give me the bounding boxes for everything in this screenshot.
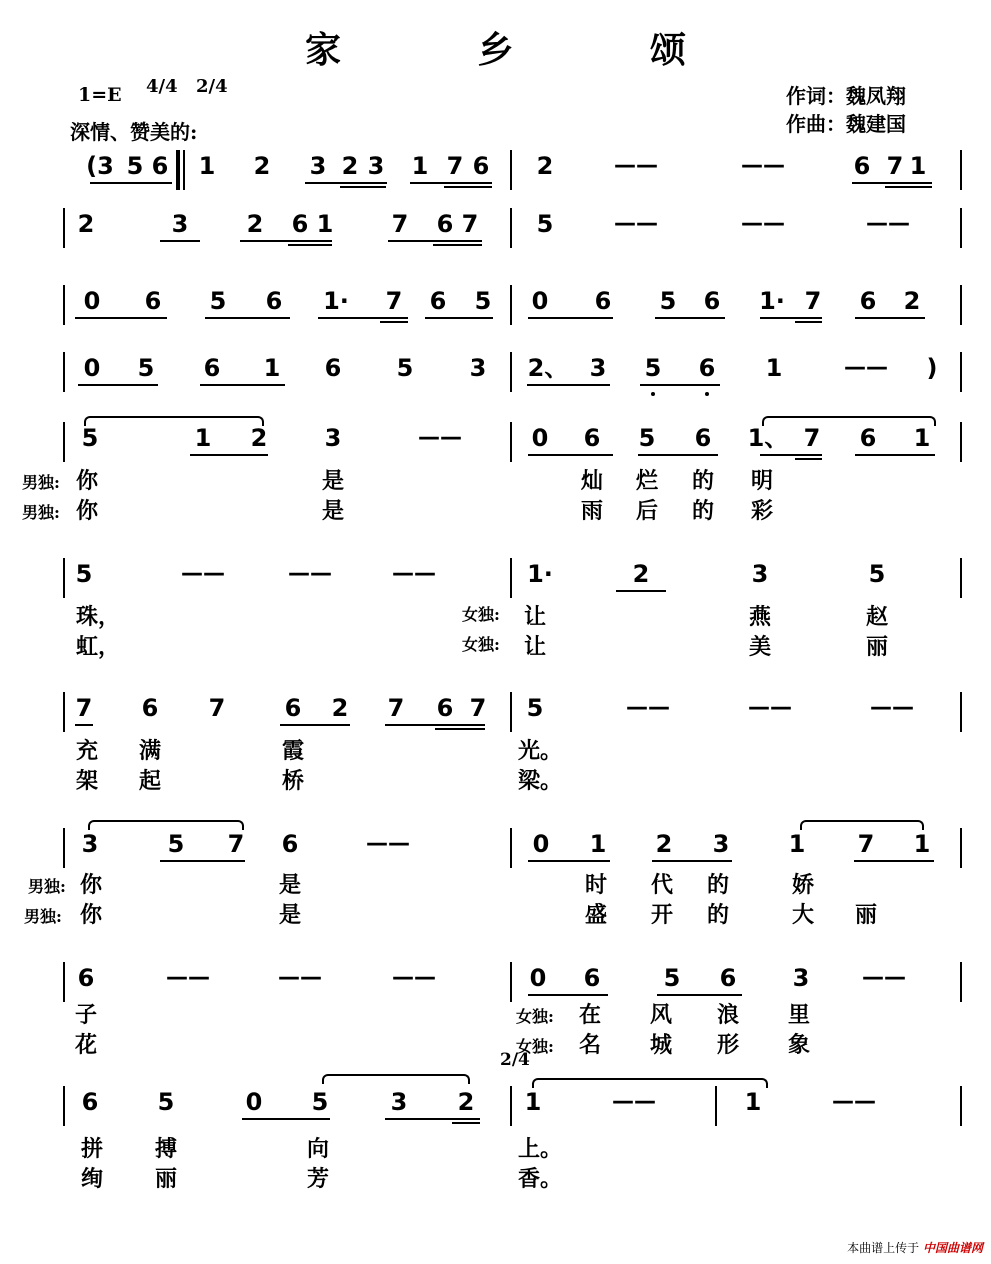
note: —— — [832, 1089, 876, 1114]
note: 5 — [75, 560, 93, 588]
note: 7 — [804, 287, 822, 315]
note: 6 — [291, 210, 309, 238]
note: 3 — [309, 152, 327, 180]
expression-mark: 深情、赞美的: — [70, 120, 198, 144]
note: 1 — [524, 1088, 542, 1116]
lyric: 香。 — [517, 1166, 563, 1192]
score-system-7 — [0, 692, 991, 794]
note: 6 — [151, 152, 169, 180]
lyric: 燕 — [748, 604, 772, 630]
note: 5 — [126, 152, 144, 180]
note: 5 — [137, 354, 155, 382]
note: 0 — [529, 964, 547, 992]
note: (3 — [86, 152, 114, 180]
note: 7 — [461, 210, 479, 238]
note: 6 — [853, 152, 871, 180]
note: —— — [181, 561, 225, 586]
lyric: 架 — [75, 768, 99, 794]
note: 0 — [83, 287, 101, 315]
note: 3 — [324, 424, 342, 452]
note: 3 — [171, 210, 189, 238]
lyric: 烂 — [635, 468, 659, 494]
note: 1 — [744, 1088, 762, 1116]
lyric: 你 — [75, 498, 99, 524]
note: 0 — [83, 354, 101, 382]
note: 0 — [245, 1088, 263, 1116]
upload-footer — [847, 1239, 983, 1256]
key-signature: 1=E — [78, 84, 122, 106]
lyric: 城 — [649, 1032, 673, 1058]
lyric: 雨 — [580, 498, 604, 524]
note: 1· — [323, 287, 349, 315]
note: 1 — [913, 830, 931, 858]
lyric-label: 女独: — [516, 1037, 554, 1056]
lyric: 光。 — [517, 738, 563, 764]
note: 7 — [886, 152, 904, 180]
composer-credit: 作曲：魏建国 — [786, 112, 906, 136]
note: —— — [870, 695, 914, 720]
lyric: 是 — [321, 468, 345, 494]
note: 2 — [341, 152, 359, 180]
lyric: 代 — [650, 872, 674, 898]
lyric: 丽 — [154, 1166, 178, 1192]
note: ) — [926, 354, 938, 382]
note: 1· — [527, 560, 553, 588]
lyric-label: 女独: — [462, 605, 500, 624]
lyric: 你 — [79, 872, 103, 898]
lyric: 你 — [79, 902, 103, 928]
note: 6 — [472, 152, 490, 180]
time-signature-1: 4/4 — [146, 76, 178, 97]
lyric: 桥 — [281, 768, 305, 794]
note: 7 — [75, 694, 93, 722]
time-signature-2: 2/4 — [196, 76, 228, 97]
lyric: 象 — [787, 1032, 811, 1058]
lyric: 让 — [523, 604, 547, 630]
footer-text: 本曲谱上传于 — [847, 1241, 920, 1255]
note: 5 — [663, 964, 681, 992]
lyric: 丽 — [854, 902, 878, 928]
note: 5 — [396, 354, 414, 382]
note: 7 — [446, 152, 464, 180]
note: 7 — [391, 210, 409, 238]
note: —— — [366, 831, 410, 856]
lyric: 风 — [649, 1002, 673, 1028]
lyric: 明 — [750, 468, 774, 494]
note: —— — [748, 695, 792, 720]
note: 6 — [594, 287, 612, 315]
lyric: 大 — [791, 902, 815, 928]
note: 0 — [531, 424, 549, 452]
note: 1· — [759, 287, 785, 315]
note: 3 — [792, 964, 810, 992]
note: 5 — [644, 354, 662, 382]
note: 6 — [583, 424, 601, 452]
note: 3 — [712, 830, 730, 858]
lyric: 时 — [584, 872, 608, 898]
lyric: 你 — [75, 468, 99, 494]
lyric: 珠， — [75, 604, 121, 630]
note: 7 — [803, 424, 821, 452]
score-system-5 — [0, 422, 991, 524]
lyric: 梁。 — [517, 768, 563, 794]
lyric: 开 — [650, 902, 674, 928]
note: 7 — [857, 830, 875, 858]
note: 1 — [194, 424, 212, 452]
note: 2 — [903, 287, 921, 315]
score-system-8 — [0, 828, 991, 928]
lyric: 赵 — [865, 604, 889, 630]
note: 3 — [751, 560, 769, 588]
lyric: 是 — [278, 872, 302, 898]
lyric: 里 — [787, 1002, 811, 1028]
note: 6 — [265, 287, 283, 315]
lyric: 灿 — [580, 468, 604, 494]
note: —— — [418, 425, 462, 450]
note: 6 — [144, 287, 162, 315]
note: 2 — [246, 210, 264, 238]
note: 2 — [77, 210, 95, 238]
lyricist-credit: 作词：魏凤翔 — [786, 84, 906, 108]
lyric: 盛 — [584, 902, 608, 928]
note: 5 — [659, 287, 677, 315]
note: 1 — [411, 152, 429, 180]
note: 3 — [390, 1088, 408, 1116]
note: 2 — [536, 152, 554, 180]
lyric: 是 — [321, 498, 345, 524]
lyric: 霞 — [281, 738, 305, 764]
note: 1 — [316, 210, 334, 238]
note: 7 — [208, 694, 226, 722]
lyric-label: 男独: — [22, 473, 60, 492]
note: 6 — [81, 1088, 99, 1116]
note: —— — [278, 965, 322, 990]
note: —— — [626, 695, 670, 720]
lyric: 上。 — [517, 1136, 563, 1162]
lyric-label: 女独: — [516, 1007, 554, 1026]
note: 1 — [263, 354, 281, 382]
note: 5 — [526, 694, 544, 722]
page-title: 家 乡 颂 — [304, 29, 749, 71]
note: 3 — [589, 354, 607, 382]
note: 5 — [157, 1088, 175, 1116]
lyric: 后 — [635, 498, 659, 524]
note: 2、 — [527, 354, 569, 382]
note: 5 — [81, 424, 99, 452]
note: 6 — [859, 424, 877, 452]
lyric-label: 男独: — [28, 877, 66, 896]
note: —— — [844, 355, 888, 380]
lyric: 的 — [691, 468, 715, 494]
score-system-6 — [0, 558, 991, 660]
note: 6 — [324, 354, 342, 382]
lyric-label: 男独: — [24, 907, 62, 926]
note: 6 — [703, 287, 721, 315]
score-system-4 — [0, 352, 991, 412]
lyric: 的 — [706, 902, 730, 928]
note: —— — [288, 561, 332, 586]
note: 6 — [583, 964, 601, 992]
note: —— — [862, 965, 906, 990]
lyric: 搏 — [154, 1136, 178, 1162]
note: 0 — [532, 830, 550, 858]
note: 1 — [788, 830, 806, 858]
note: 6 — [429, 287, 447, 315]
lyric: 起 — [138, 768, 162, 794]
note: 5 — [167, 830, 185, 858]
note: 1 — [765, 354, 783, 382]
note: 1 — [198, 152, 216, 180]
note: 5 — [868, 560, 886, 588]
note: 3 — [367, 152, 385, 180]
note: 6 — [77, 964, 95, 992]
note: 1、 — [747, 424, 789, 452]
score-system-1 — [0, 150, 991, 210]
lyric: 的 — [691, 498, 715, 524]
lyric-label: 女独: — [462, 635, 500, 654]
score-system-3 — [0, 285, 991, 345]
note: 2 — [250, 424, 268, 452]
lyric: 名 — [578, 1032, 602, 1058]
score-system-9 — [0, 962, 991, 1058]
note: 7 — [385, 287, 403, 315]
note: 6 — [284, 694, 302, 722]
note: 3 — [81, 830, 99, 858]
note: —— — [741, 211, 785, 236]
score-system-10 — [0, 1050, 991, 1192]
note: 6 — [141, 694, 159, 722]
lyric-label: 男独: — [22, 503, 60, 522]
lyric: 绚 — [80, 1166, 104, 1192]
note: 7 — [227, 830, 245, 858]
note: 6 — [436, 694, 454, 722]
lyric: 是 — [278, 902, 302, 928]
time-signature-change: 2/4 — [500, 1050, 530, 1070]
note: 1 — [589, 830, 607, 858]
lyric: 形 — [716, 1032, 740, 1058]
lyric: 在 — [578, 1002, 602, 1028]
lyric: 向 — [306, 1136, 330, 1162]
note: 6 — [719, 964, 737, 992]
lyric: 娇 — [791, 872, 815, 898]
lyric: 子 — [74, 1002, 98, 1028]
note: 2 — [457, 1088, 475, 1116]
note: 6 — [436, 210, 454, 238]
lyric: 让 — [523, 634, 547, 660]
note: 6 — [281, 830, 299, 858]
lyric: 芳 — [306, 1166, 330, 1192]
note: —— — [392, 965, 436, 990]
lyric: 彩 — [750, 498, 774, 524]
lyric: 拼 — [80, 1136, 104, 1162]
note: 7 — [469, 694, 487, 722]
note: 6 — [203, 354, 221, 382]
note: 6 — [694, 424, 712, 452]
note: 1 — [909, 152, 927, 180]
note: —— — [741, 153, 785, 178]
note: 6 — [859, 287, 877, 315]
lyric: 浪 — [716, 1002, 740, 1028]
note: —— — [866, 211, 910, 236]
note: —— — [166, 965, 210, 990]
lyric: 满 — [138, 738, 162, 764]
note: 3 — [469, 354, 487, 382]
note: —— — [614, 153, 658, 178]
lyric: 的 — [706, 872, 730, 898]
note: 5 — [209, 287, 227, 315]
note: —— — [614, 211, 658, 236]
note: 7 — [387, 694, 405, 722]
note: 2 — [253, 152, 271, 180]
note: 1 — [913, 424, 931, 452]
lyric: 充 — [75, 738, 99, 764]
note: 5 — [536, 210, 554, 238]
note: 0 — [531, 287, 549, 315]
lyric: 花 — [74, 1032, 98, 1058]
lyric: 美 — [748, 634, 772, 660]
lyric: 丽 — [865, 634, 889, 660]
note: 2 — [632, 560, 650, 588]
note: 5 — [474, 287, 492, 315]
note: —— — [612, 1089, 656, 1114]
note: 5 — [638, 424, 656, 452]
note: 2 — [331, 694, 349, 722]
note: 6 — [698, 354, 716, 382]
note: 5 — [311, 1088, 329, 1116]
score-system-2 — [0, 208, 991, 268]
note: —— — [392, 561, 436, 586]
lyric: 虹， — [75, 634, 121, 660]
note: 2 — [655, 830, 673, 858]
site-brand-link[interactable]: 中国曲谱网 — [922, 1241, 983, 1255]
